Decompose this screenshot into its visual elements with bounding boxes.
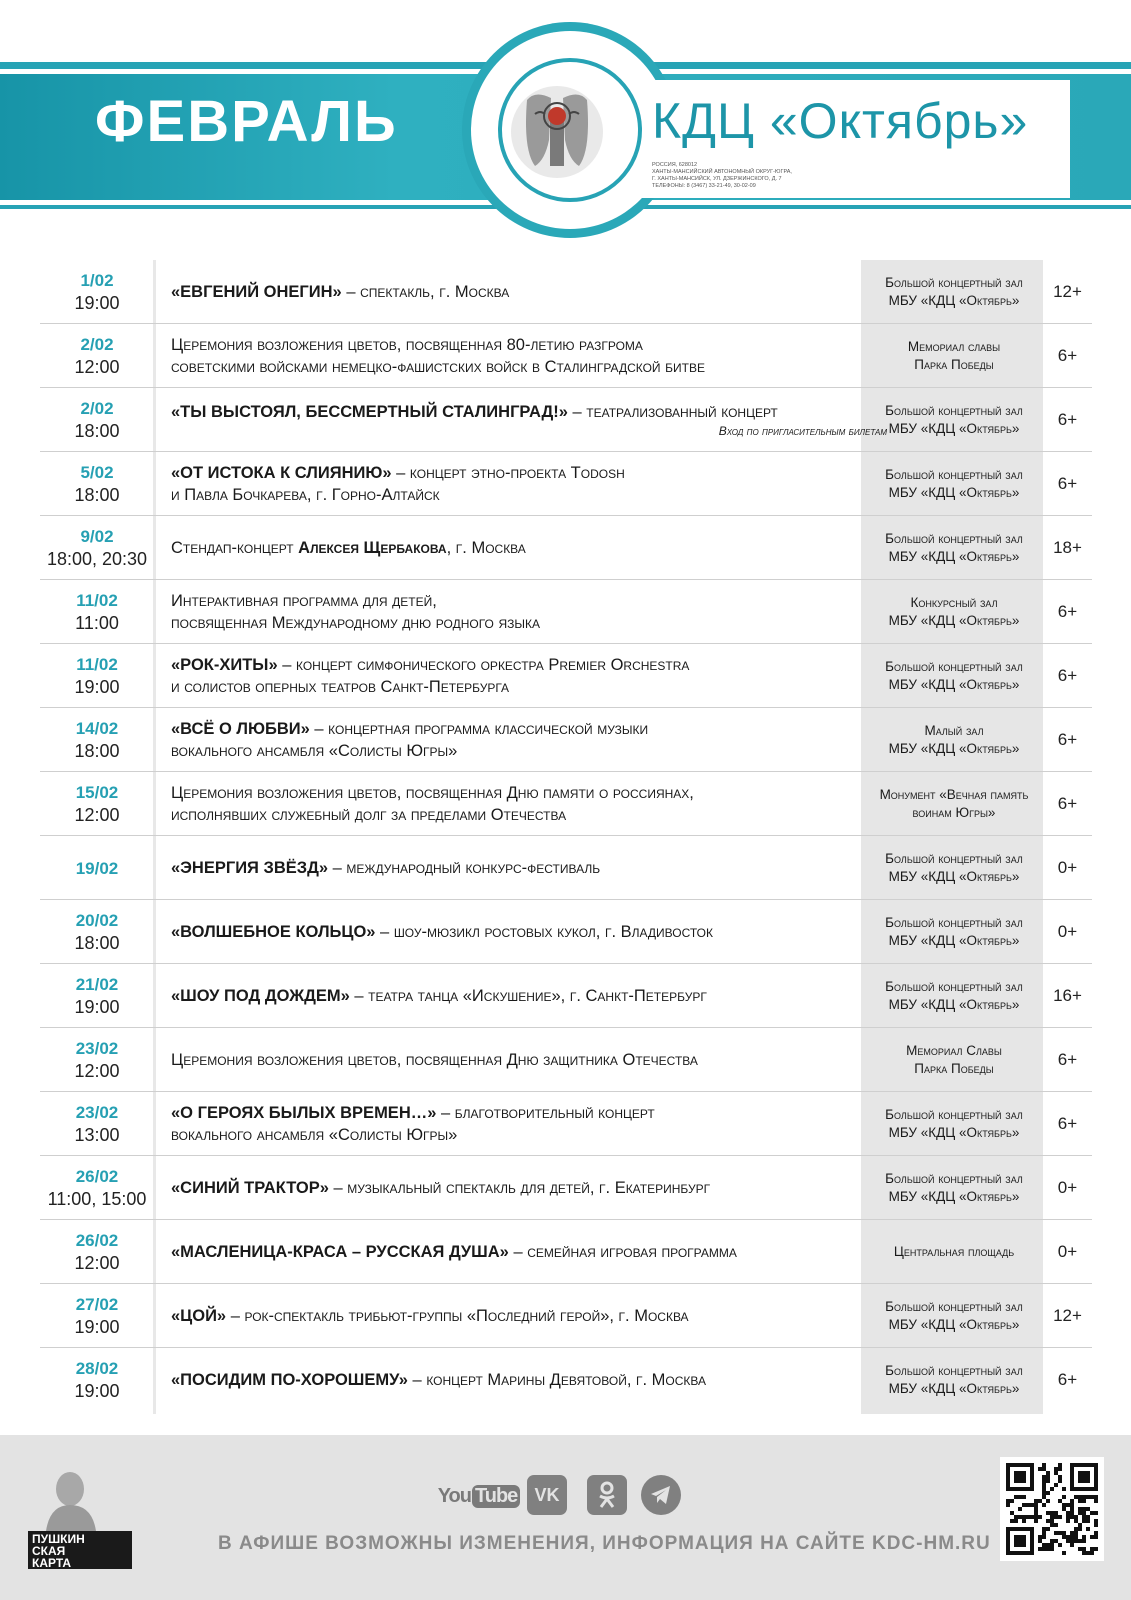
table-row	[40, 900, 1092, 964]
event-description: «СИНИЙ ТРАКТОР» – музыкальный спектакль для детей, г. Екатеринбург	[171, 1179, 711, 1197]
event-venue	[865, 836, 1043, 900]
event-time: 19:00	[74, 996, 120, 1017]
venue-line: Мемориал Славы	[906, 1043, 1002, 1058]
venue-line: МБУ «КДЦ «Октябрь»	[888, 741, 1020, 756]
event-datetime	[40, 836, 154, 900]
event-description: «ШОУ ПОД ДОЖДЕМ» – театра танца «Искушение», г. Санкт-Петербург	[171, 987, 707, 1005]
telegram-icon[interactable]	[641, 1475, 681, 1515]
age-rating: 6+	[1057, 1370, 1078, 1389]
event-description: «ПОСИДИМ ПО-ХОРОШЕМУ» – концерт Марины Девятовой, г. Москва	[171, 1371, 706, 1389]
event-description: «МАСЛЕНИЦА-КРАСА – РУССКАЯ ДУША» – семейная игровая программа	[171, 1243, 737, 1261]
event-title: «ТЫ ВЫСТОЯЛ, БЕССМЕРТНЫЙ СТАЛИНГРАД!»	[171, 403, 568, 421]
event-datetime	[40, 900, 154, 964]
event-datetime	[40, 1284, 154, 1348]
event-datetime	[40, 1092, 154, 1156]
venue-line: Большой концертный зал	[885, 851, 1023, 866]
org-address	[652, 162, 852, 190]
venue-line: Малый зал	[924, 723, 984, 738]
disclaimer-text: В АФИШЕ ВОЗМОЖНЫ ИЗМЕНЕНИЯ, ИНФОРМАЦИЯ НА САЙТЕ KDC-HM.RU	[218, 1533, 991, 1554]
event-note: Вход по пригласительным билетам	[718, 424, 887, 438]
event-date: 2/02	[80, 398, 114, 418]
event-date: 15/02	[75, 782, 119, 802]
table-row	[40, 388, 1092, 452]
event-datetime	[40, 388, 154, 452]
event-description: «ТЫ ВЫСТОЯЛ, БЕССМЕРТНЫЙ СТАЛИНГРАД!» – театрализованный концерт	[171, 403, 778, 421]
event-description: «ЭНЕРГИЯ ЗВЁЗД» – международный конкурс-фестиваль	[171, 859, 601, 877]
venue-line: Большой концертный зал	[885, 659, 1023, 674]
address-line: ТЕЛЕФОНЫ: 8 (3467) 33-21-49, 30-02-09	[652, 183, 756, 189]
event-datetime	[40, 260, 154, 324]
table-row	[40, 836, 1092, 900]
table-row	[40, 1220, 1092, 1284]
venue-line: Большой концертный зал	[885, 915, 1023, 930]
event-venue	[865, 964, 1043, 1028]
venue-line: Большой концертный зал	[885, 467, 1023, 482]
event-venue	[865, 1156, 1043, 1220]
venue-line: МБУ «КДЦ «Октябрь»	[888, 1317, 1020, 1332]
footer	[0, 1435, 1131, 1600]
venue-line: Большой концертный зал	[885, 1363, 1023, 1378]
event-date: 11/02	[76, 654, 118, 674]
youtube-you: You	[437, 1484, 471, 1507]
venue-line: воинам Югры»	[912, 805, 996, 820]
event-info	[171, 836, 891, 900]
event-title: «РОК-ХИТЫ»	[171, 656, 278, 674]
event-time: 12:00	[74, 1252, 120, 1273]
event-venue	[865, 1220, 1043, 1284]
venue-line: Парка Победы	[914, 1061, 994, 1076]
event-time: 13:00	[74, 1124, 120, 1145]
theatre-masks-logo-icon	[505, 80, 609, 184]
pushkin-logo-text: СКАЯ	[32, 1544, 66, 1558]
event-date: 21/02	[75, 974, 119, 994]
event-title: «ПОСИДИМ ПО-ХОРОШЕМУ»	[171, 1371, 408, 1389]
event-venue	[865, 1348, 1043, 1412]
age-rating: 0+	[1057, 1242, 1078, 1261]
event-info	[171, 708, 891, 772]
event-description-line2: советскими войсками немецко-фашистских войск в Сталинградской битве	[171, 358, 705, 376]
event-venue	[865, 1028, 1043, 1092]
event-venue	[865, 1284, 1043, 1348]
venue-line: МБУ «КДЦ «Октябрь»	[888, 1189, 1020, 1204]
event-description-line2: вокального ансамбля «Солисты Югры»	[171, 1126, 458, 1144]
event-title: «МАСЛЕНИЦА-КРАСА – РУССКАЯ ДУША»	[171, 1243, 509, 1261]
event-date: 26/02	[75, 1230, 119, 1250]
address-line: Г. ХАНТЫ-МАНСИЙСК, УЛ. ДЗЕРЖИНСКОГО, Д. 7	[652, 176, 782, 182]
venue-line: МБУ «КДЦ «Октябрь»	[888, 549, 1020, 564]
event-title: «ЦОЙ»	[171, 1307, 227, 1325]
event-description: Церемония возложения цветов, посвященная 80-летию разгрома	[171, 336, 643, 354]
event-venue	[865, 900, 1043, 964]
event-venue	[865, 772, 1043, 836]
venue-line: Большой концертный зал	[885, 979, 1023, 994]
venue-line: Центральная площадь	[893, 1244, 1015, 1259]
age-rating: 6+	[1057, 730, 1078, 749]
event-info	[171, 772, 891, 836]
event-info	[171, 1284, 891, 1348]
age-rating: 6+	[1057, 346, 1078, 365]
table-row	[40, 580, 1092, 644]
event-description: Стендап-концерт Алексея Щербакова, г. Москва	[171, 539, 526, 557]
event-date: 23/02	[75, 1102, 119, 1122]
event-description: «О ГЕРОЯХ БЫЛЫХ ВРЕМЕН…» – благотворительный концерт	[171, 1104, 655, 1122]
event-title: «ЕВГЕНИЙ ОНЕГИН»	[171, 283, 342, 301]
event-datetime	[40, 516, 154, 580]
table-row	[40, 1284, 1092, 1348]
event-info	[171, 516, 891, 580]
event-description-line2: вокального ансамбля «Солисты Югры»	[171, 742, 458, 760]
event-description: «РОК-ХИТЫ» – концерт симфонического оркестра Premier Orchestra	[171, 656, 690, 674]
event-datetime	[40, 964, 154, 1028]
event-description: «ВСЁ О ЛЮБВИ» – концертная программа классической музыки	[171, 720, 649, 738]
venue-line: МБУ «КДЦ «Октябрь»	[888, 421, 1020, 436]
event-info	[171, 644, 891, 708]
venue-line: Конкурсный зал	[910, 595, 998, 610]
event-info	[171, 452, 891, 516]
event-title: «ВСЁ О ЛЮБВИ»	[171, 720, 310, 738]
venue-line: МБУ «КДЦ «Октябрь»	[888, 1125, 1020, 1140]
table-row	[40, 708, 1092, 772]
event-description: Церемония возложения цветов, посвященная Дню памяти о россиянах,	[171, 784, 694, 802]
event-date: 19/02	[75, 858, 119, 878]
venue-line: МБУ «КДЦ «Октябрь»	[888, 485, 1020, 500]
venue-line: Большой концертный зал	[885, 275, 1023, 290]
event-info	[171, 260, 891, 324]
pushkin-logo-text: КАРТА	[32, 1556, 72, 1570]
event-description-line2: и солистов оперных театров Санкт-Петербурга	[171, 678, 510, 696]
event-date: 28/02	[75, 1358, 119, 1378]
venue-line: Мемориал славы	[907, 339, 1001, 354]
address-line: ХАНТЫ-МАНСИЙСКИЙ АВТОНОМНЫЙ ОКРУГ-ЮГРА,	[652, 169, 792, 175]
event-date: 9/02	[80, 526, 114, 546]
table-row	[40, 964, 1092, 1028]
event-info	[171, 1348, 891, 1412]
venue-line: Парка Победы	[914, 357, 994, 372]
event-info	[171, 1220, 891, 1284]
event-description: «ЦОЙ» – рок-спектакль трибьют-группы «Последний герой», г. Москва	[171, 1307, 689, 1325]
youtube-tube: Tube	[472, 1485, 520, 1508]
event-venue	[865, 452, 1043, 516]
venue-line: Большой концертный зал	[885, 1299, 1023, 1314]
table-row	[40, 772, 1092, 836]
event-datetime	[40, 1348, 154, 1412]
event-time: 19:00	[74, 676, 120, 697]
event-title: «О ГЕРОЯХ БЫЛЫХ ВРЕМЕН…»	[171, 1104, 437, 1122]
event-date: 27/02	[75, 1294, 119, 1314]
venue-line: Большой концертный зал	[885, 1107, 1023, 1122]
event-time: 12:00	[74, 1060, 120, 1081]
event-info	[171, 1156, 891, 1220]
event-datetime	[40, 644, 154, 708]
event-title: «ШОУ ПОД ДОЖДЕМ»	[171, 987, 350, 1005]
event-time: 11:00, 15:00	[47, 1188, 147, 1209]
youtube-icon[interactable]	[437, 1475, 518, 1517]
event-info	[171, 1028, 891, 1092]
event-venue	[865, 516, 1043, 580]
event-date: 23/02	[75, 1038, 119, 1058]
table-row	[40, 1092, 1092, 1156]
event-description-line2: посвященная Международному дню родного языка	[171, 614, 540, 632]
event-description: Интерактивная программа для детей,	[171, 592, 437, 610]
odnoklassniki-icon[interactable]	[587, 1475, 627, 1515]
age-rating: 12+	[1053, 282, 1082, 301]
event-date: 1/02	[80, 270, 114, 290]
vk-icon[interactable]: VK	[527, 1475, 567, 1515]
org-name: КДЦ «Октябрь»	[652, 93, 1029, 149]
event-datetime	[40, 772, 154, 836]
event-info	[171, 580, 891, 644]
event-time: 12:00	[74, 804, 120, 825]
age-rating: 6+	[1057, 794, 1078, 813]
event-time: 19:00	[74, 1380, 120, 1401]
event-date: 20/02	[75, 910, 119, 930]
age-rating: 6+	[1057, 474, 1078, 493]
event-time: 12:00	[74, 356, 120, 377]
event-time: 18:00	[74, 484, 120, 505]
venue-line: МБУ «КДЦ «Октябрь»	[888, 677, 1020, 692]
venue-line: Большой концертный зал	[885, 1171, 1023, 1186]
event-description: «ЕВГЕНИЙ ОНЕГИН» – спектакль, г. Москва	[171, 283, 510, 301]
event-time: 18:00	[74, 420, 120, 441]
event-time: 18:00	[74, 740, 120, 761]
event-date: 11/02	[76, 590, 118, 610]
event-venue	[865, 708, 1043, 772]
event-title: «СИНИЙ ТРАКТОР»	[171, 1179, 329, 1197]
event-info	[171, 964, 891, 1028]
venue-line: МБУ «КДЦ «Октябрь»	[888, 1381, 1020, 1396]
event-time: 11:00	[75, 612, 119, 633]
event-info	[171, 324, 891, 388]
event-description: Церемония возложения цветов, посвященная Дню защитника Отечества	[171, 1051, 698, 1069]
event-time: 19:00	[74, 1316, 120, 1337]
pushkin-logo-text: ПУШКИН	[32, 1532, 85, 1546]
venue-line: МБУ «КДЦ «Октябрь»	[888, 869, 1020, 884]
event-datetime	[40, 1220, 154, 1284]
age-rating: 0+	[1057, 858, 1078, 877]
event-datetime	[40, 452, 154, 516]
age-rating: 12+	[1053, 1306, 1082, 1325]
event-description: «ОТ ИСТОКА К СЛИЯНИЮ» – концерт этно-проекта Todosh	[171, 464, 625, 482]
table-row	[40, 1028, 1092, 1092]
venue-line: Большой концертный зал	[885, 531, 1023, 546]
address-line: РОССИЯ, 628012	[652, 162, 698, 168]
age-rating: 0+	[1057, 1178, 1078, 1197]
venue-line: Монумент «Вечная память	[879, 787, 1029, 802]
event-datetime	[40, 1156, 154, 1220]
event-venue	[865, 1092, 1043, 1156]
table-row	[40, 260, 1092, 324]
age-rating: 6+	[1057, 1050, 1078, 1069]
month-title: ФЕВРАЛЬ	[95, 89, 398, 154]
event-venue	[865, 260, 1043, 324]
event-description-line2: и Павла Бочкарева, г. Горно-Алтайск	[171, 486, 440, 504]
age-rating: 6+	[1057, 410, 1078, 429]
event-time: 18:00, 20:30	[46, 548, 148, 569]
table-row	[40, 452, 1092, 516]
venue-line: Большой концертный зал	[885, 403, 1023, 418]
event-date: 2/02	[80, 334, 114, 354]
event-description: «ВОЛШЕБНОЕ КОЛЬЦО» – шоу-мюзикл ростовых кукол, г. Владивосток	[171, 923, 713, 941]
age-rating: 18+	[1053, 538, 1082, 557]
event-datetime	[40, 1028, 154, 1092]
event-venue	[865, 324, 1043, 388]
event-info	[171, 900, 891, 964]
age-rating: 6+	[1057, 602, 1078, 621]
event-venue	[865, 388, 1043, 452]
event-time: 19:00	[74, 292, 120, 313]
venue-line: МБУ «КДЦ «Октябрь»	[888, 613, 1020, 628]
event-date: 14/02	[75, 718, 119, 738]
event-venue	[865, 644, 1043, 708]
event-datetime	[40, 580, 154, 644]
age-rating: 0+	[1057, 922, 1078, 941]
table-row	[40, 324, 1092, 388]
age-rating: 16+	[1053, 986, 1082, 1005]
event-title: «ЭНЕРГИЯ ЗВЁЗД»	[171, 859, 329, 877]
event-date: 5/02	[80, 462, 114, 482]
event-info	[171, 388, 891, 452]
event-title: «ОТ ИСТОКА К СЛИЯНИЮ»	[171, 464, 392, 482]
pushkin-card-logo-icon	[24, 1459, 136, 1571]
venue-line: МБУ «КДЦ «Октябрь»	[888, 293, 1020, 308]
venue-line: МБУ «КДЦ «Октябрь»	[888, 997, 1020, 1012]
event-time: 18:00	[74, 932, 120, 953]
event-description-line2: исполнявших служебный долг за пределами Отечества	[171, 806, 567, 824]
age-rating: 6+	[1057, 1114, 1078, 1133]
qr-code-icon[interactable]	[1000, 1457, 1104, 1561]
event-datetime	[40, 708, 154, 772]
table-row	[40, 516, 1092, 580]
table-row	[40, 644, 1092, 708]
age-rating: 6+	[1057, 666, 1078, 685]
venue-line: МБУ «КДЦ «Октябрь»	[888, 933, 1020, 948]
event-datetime	[40, 324, 154, 388]
table-row	[40, 1348, 1092, 1412]
event-info	[171, 1092, 891, 1156]
event-title: «ВОЛШЕБНОЕ КОЛЬЦО»	[171, 923, 376, 941]
event-date: 26/02	[75, 1166, 119, 1186]
table-row	[40, 1156, 1092, 1220]
event-venue	[865, 580, 1043, 644]
